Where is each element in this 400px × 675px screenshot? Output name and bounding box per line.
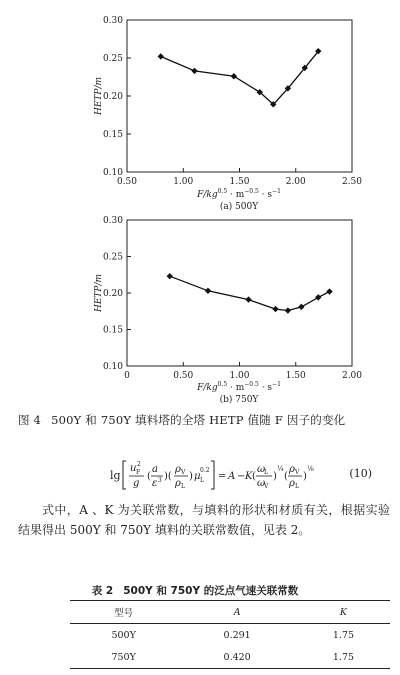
svg-text:0.2: 0.2 [200, 467, 210, 474]
y-axis-label: HETP/m [94, 76, 104, 116]
x-tick-label: 1.50 [229, 177, 250, 187]
svg-text:u: u [130, 463, 137, 474]
svg-text:K: K [245, 471, 253, 482]
data-point [298, 304, 304, 310]
x-axis-label: $F/kg^{0.5} \cdot m^{-0.5} \cdot s^{-1}$ [197, 188, 281, 200]
svg-text:L: L [200, 477, 204, 484]
data-point [285, 307, 291, 313]
body-paragraph: 式中，A 、K 为关联常数，与填料的形状和材质有关，根据实验结果得出 500Y 和 750Y 填料的关联常数值，见表 2。 [18, 503, 390, 537]
data-point [231, 73, 237, 79]
header-model: 型号 [114, 608, 134, 619]
hetp-points [167, 273, 333, 314]
y-axis-label: HETP/m [94, 273, 104, 313]
chart-750y [0, 205, 400, 395]
svg-text:⅛: ⅛ [307, 465, 314, 473]
svg-text:ρ: ρ [175, 478, 181, 489]
table-row [70, 624, 390, 647]
y-tick-label: 0.20 [102, 92, 123, 102]
table-row [70, 646, 390, 669]
svg-text:): ) [189, 471, 193, 482]
svg-text:ρ: ρ [289, 464, 295, 475]
table-number: 表 2 [91, 585, 114, 597]
svg-text:ρ: ρ [175, 464, 181, 475]
data-point [167, 273, 173, 279]
y-tick-label: 0.25 [102, 252, 123, 263]
svg-text:−: − [237, 471, 246, 482]
table-cell: 1.75 [332, 629, 355, 641]
svg-text:L: L [295, 483, 299, 490]
svg-text:(: ( [284, 471, 288, 482]
figure-caption [18, 412, 390, 428]
plot-frame [127, 20, 352, 172]
svg-text:3: 3 [158, 477, 162, 484]
x-axis-label: $F/kg^{0.5} \cdot m^{-0.5} \cdot s^{-1}$ [197, 381, 281, 393]
svg-text:a: a [152, 464, 158, 475]
data-point [205, 288, 211, 294]
x-tick-label: 2.50 [341, 177, 363, 187]
y-tick-label: 0.15 [102, 325, 123, 336]
header-a: A [233, 606, 241, 618]
y-tick-label: 0.10 [102, 362, 123, 372]
svg-text:ε: ε [152, 478, 158, 489]
data-point [326, 288, 332, 294]
svg-text:A: A [228, 471, 236, 482]
y-tick-label: 0.30 [102, 216, 123, 226]
x-ticks [117, 168, 362, 187]
svg-text:ω: ω [257, 478, 266, 489]
y-tick-label: 0.30 [102, 16, 123, 26]
chart-500y-svg [0, 0, 400, 215]
table-header-row [70, 601, 390, 624]
svg-text:lg: lg [110, 469, 121, 482]
table-cell: 500Y [111, 629, 136, 641]
svg-text:L: L [264, 469, 268, 476]
x-ticks [124, 362, 362, 381]
svg-text:=: = [218, 471, 227, 482]
svg-text:V: V [264, 483, 269, 490]
x-tick-label: 1.50 [285, 371, 306, 381]
data-point [158, 53, 164, 59]
svg-text:F: F [136, 469, 141, 476]
data-point [272, 306, 278, 312]
svg-text:2: 2 [137, 461, 141, 468]
svg-text:V: V [295, 469, 300, 476]
equation-10 [90, 455, 390, 495]
table-cell: 750Y [111, 651, 136, 663]
table-cell: 1.75 [332, 651, 355, 663]
chart-750y-svg [0, 205, 400, 395]
subcaption: (a) 500Y [219, 202, 259, 212]
data-point [315, 294, 321, 300]
y-tick-label: 0.10 [102, 168, 123, 178]
x-tick-label: 0.50 [173, 371, 194, 381]
svg-text:): ) [303, 471, 307, 482]
svg-text:μ: μ [194, 471, 201, 482]
svg-text:¼: ¼ [277, 465, 284, 473]
svg-text:)(: )( [164, 471, 172, 482]
y-tick-label: 0.25 [102, 54, 123, 64]
constants-table [70, 600, 390, 669]
svg-text:V: V [181, 469, 186, 476]
table-title [0, 583, 400, 598]
svg-text:(: ( [252, 471, 256, 482]
svg-text:ω: ω [257, 464, 266, 475]
figure-number: 图 4 [18, 413, 42, 427]
hetp-line [161, 51, 318, 104]
x-tick-label: 1.00 [229, 371, 250, 381]
table-title-text: 500Y 和 750Y 的泛点气速关联常数 [123, 585, 299, 597]
svg-text:g: g [133, 478, 140, 489]
equation-formula [90, 455, 350, 495]
data-point [245, 296, 251, 302]
plot-frame [127, 220, 352, 366]
x-tick-label: 1.00 [173, 177, 194, 187]
figure-caption-text: 500Y 和 750Y 填料塔的全塔 HETP 值随 F 因子的变化 [51, 413, 346, 427]
chart-500y [0, 0, 400, 215]
x-tick-label: 2.00 [341, 371, 363, 381]
x-tick-label: 0.50 [116, 177, 138, 187]
equation-number: (10) [349, 467, 372, 480]
svg-text:L: L [181, 483, 185, 490]
svg-text:ρ: ρ [289, 478, 295, 489]
svg-text:): ) [273, 471, 277, 482]
table-cell: 0.291 [223, 629, 251, 641]
header-k: K [339, 606, 348, 618]
y-tick-label: 0.20 [102, 289, 123, 299]
subcaption-b: (b) 750Y [219, 395, 259, 405]
x-tick-label: 0 [124, 371, 130, 381]
svg-text:(: ( [147, 471, 151, 482]
data-point [191, 68, 197, 74]
y-tick-label: 0.15 [102, 130, 123, 140]
hetp-line [170, 276, 330, 310]
table-cell: 0.420 [223, 651, 251, 663]
x-tick-label: 2.00 [285, 177, 306, 187]
